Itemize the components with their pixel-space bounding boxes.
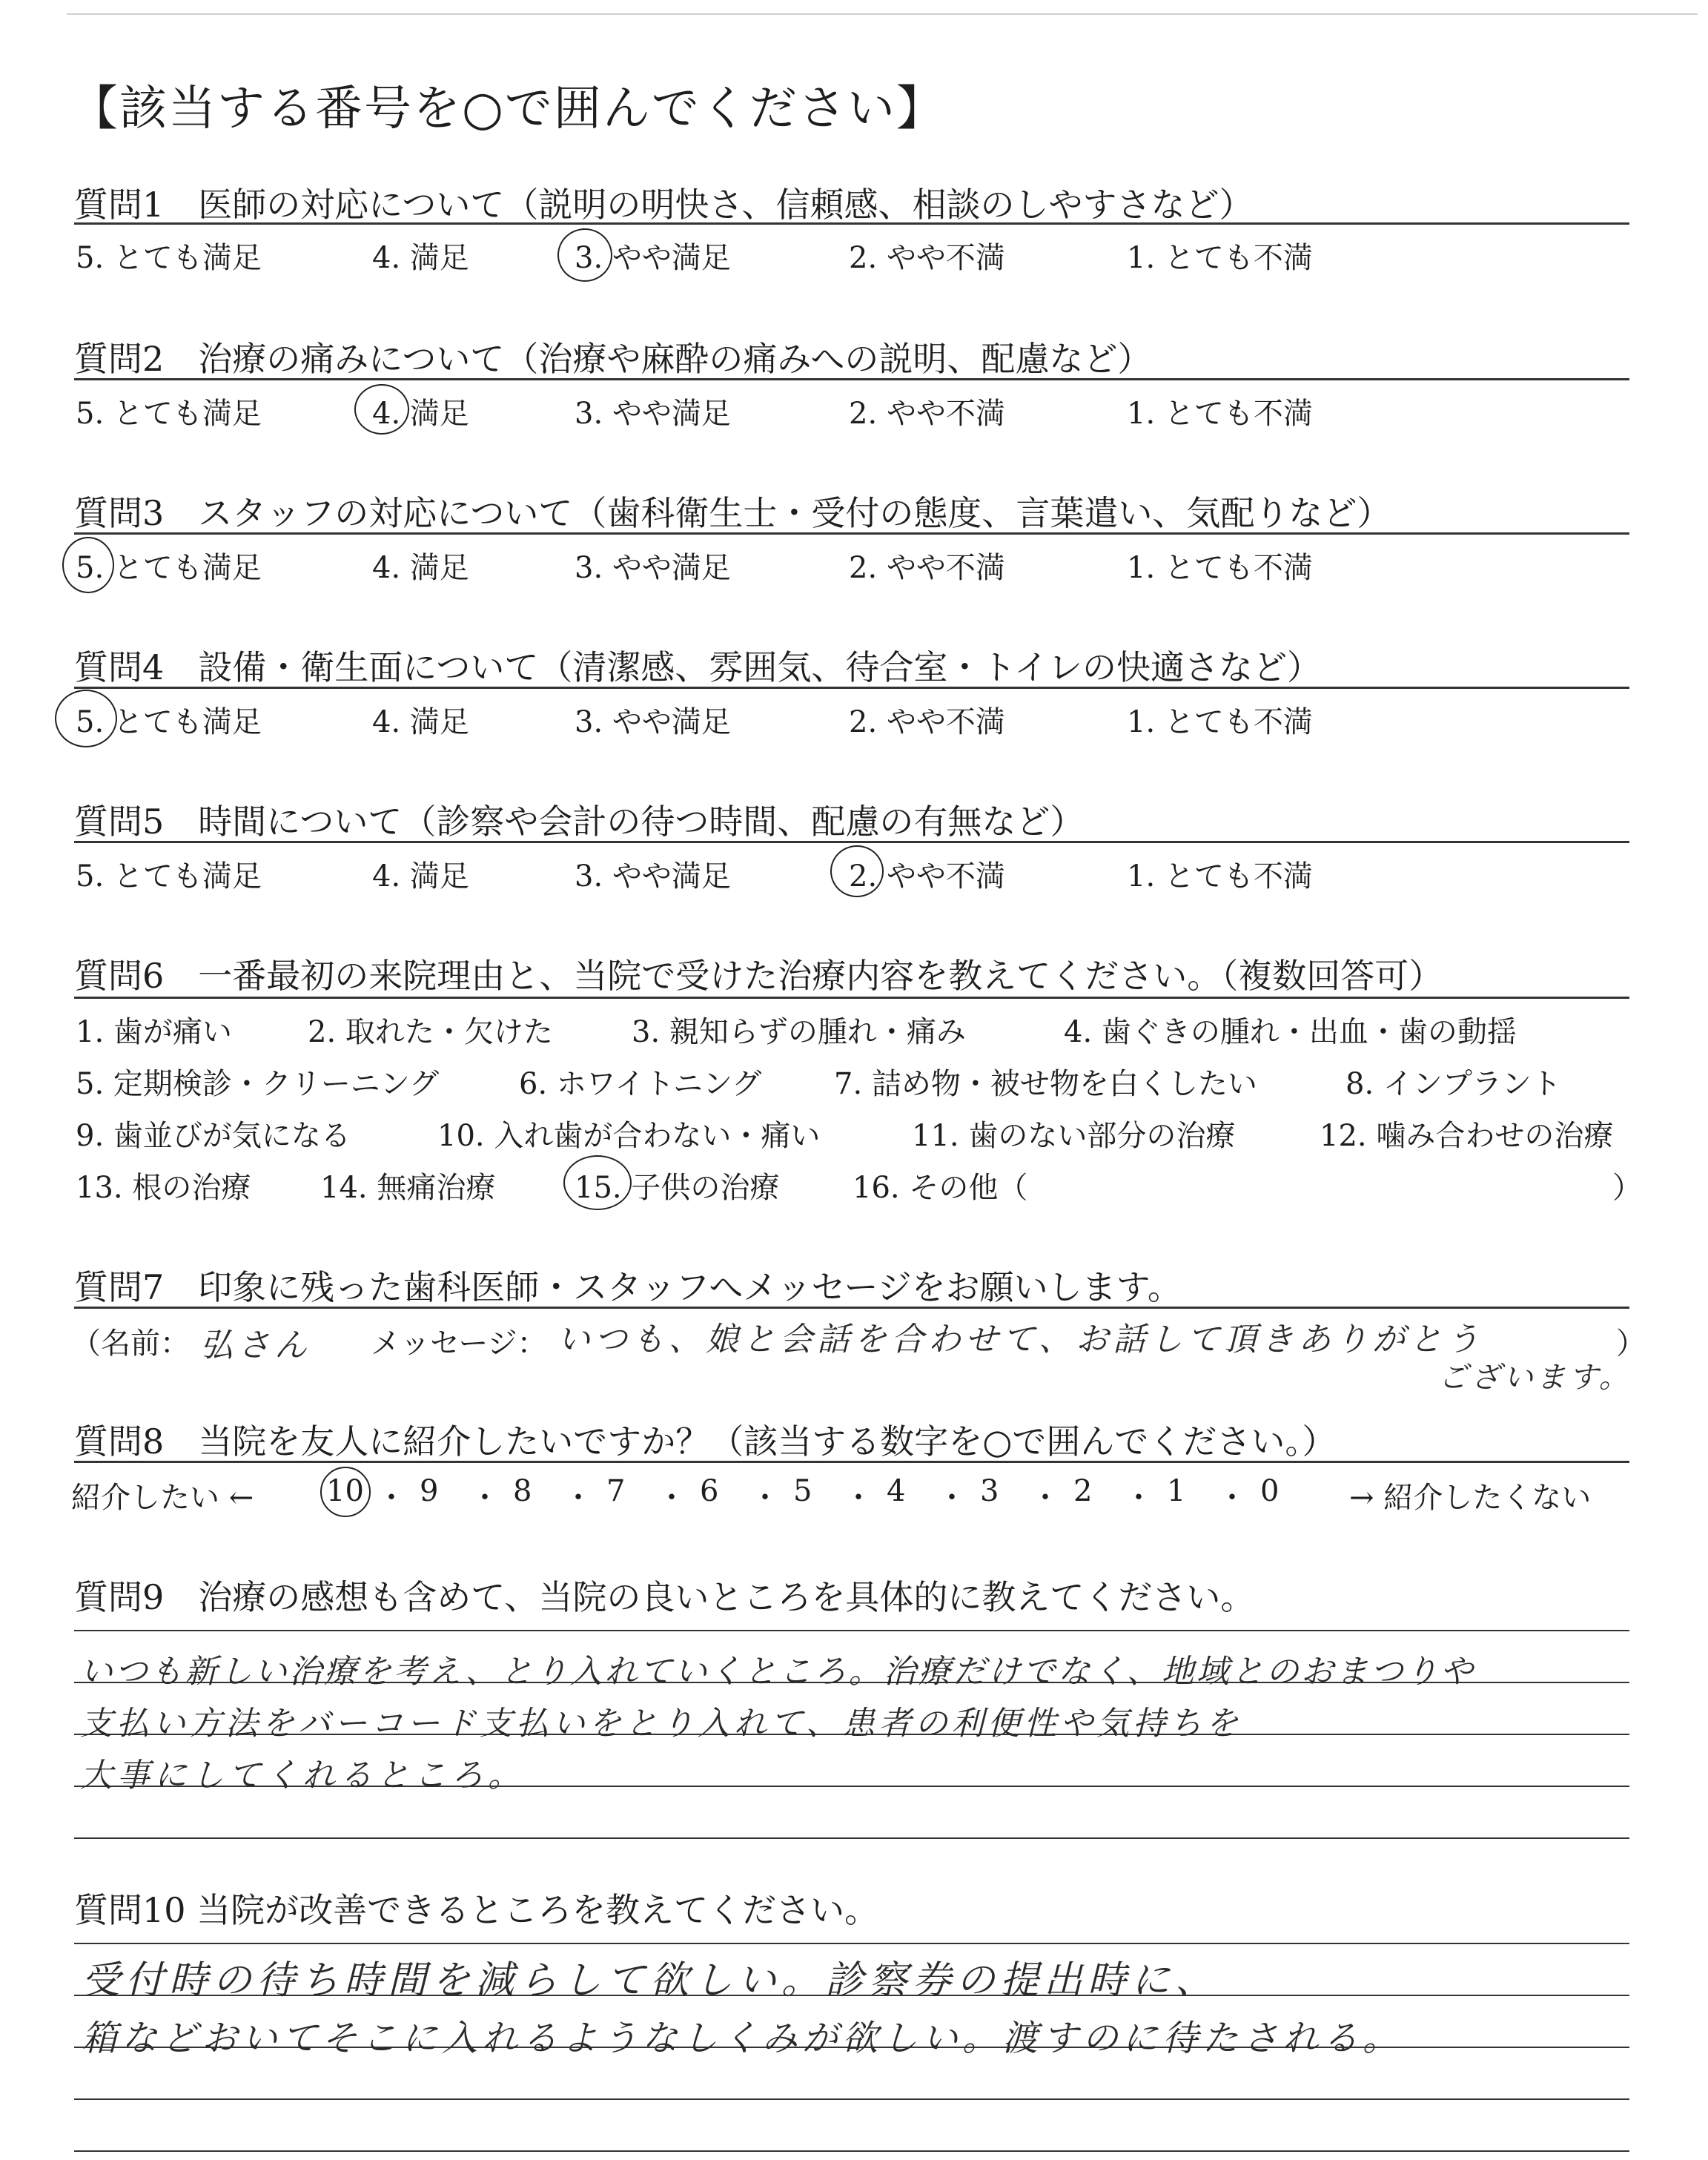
q8-selection-circle <box>320 1467 371 1517</box>
q2-option-1[interactable]: 1. とても不満 <box>1127 397 1313 431</box>
q6-option-9[interactable]: 9. 歯並びが気になる <box>76 1119 351 1153</box>
q2-heading: 質問2 治療の痛みについて（治療や麻酔の痛みへの説明、配慮など） <box>74 339 1152 379</box>
q8-left-label: 紹介したい ← <box>71 1481 254 1515</box>
q8-right-label: → 紹介したくない <box>1349 1481 1592 1515</box>
q7-message-line2: ございます。 <box>1438 1361 1632 1395</box>
q8-scale-6[interactable]: 6 <box>700 1474 719 1508</box>
q1-rule <box>74 222 1629 225</box>
q4-rule <box>74 687 1629 689</box>
q3-heading: 質問3 スタッフの対応について（歯科衛生士・受付の態度、言葉遣い、気配りなど） <box>74 493 1391 533</box>
q6-option-16[interactable]: 16. その他（ <box>853 1171 1028 1205</box>
q10-answer-line-2: 箱などおいてそこに入れるようなしくみが欲しい。渡すのに待たされる。 <box>82 2018 1403 2059</box>
q10-writing-line-4 <box>74 2098 1629 2100</box>
q8-scale-separator: ・ <box>657 1481 686 1515</box>
q1-option-2[interactable]: 2. やや不満 <box>849 241 1005 275</box>
q7-name-label: （名前： <box>71 1327 190 1361</box>
q1-option-5[interactable]: 5. とても満足 <box>76 241 262 275</box>
q7-name-value: 弘さん <box>200 1327 311 1364</box>
q10-writing-line-5 <box>74 2150 1629 2152</box>
q4-option-4[interactable]: 4. 満足 <box>372 705 469 739</box>
q4-selection-circle <box>55 690 117 747</box>
q6-option-8[interactable]: 8. インプラント <box>1345 1067 1561 1101</box>
q5-option-2[interactable]: 2. やや不満 <box>849 859 1005 894</box>
q9-writing-line-1 <box>74 1630 1629 1631</box>
q7-close: ） <box>1616 1327 1646 1361</box>
q6-option-4[interactable]: 4. 歯ぐきの腫れ・出血・歯の動揺 <box>1064 1015 1517 1049</box>
q3-option-1[interactable]: 1. とても不満 <box>1127 551 1313 585</box>
q6-heading: 質問6 一番最初の来院理由と、当院で受けた治療内容を教えてください。（複数回答可） <box>74 956 1443 996</box>
q8-scale-separator: ・ <box>937 1481 967 1515</box>
q8-scale-separator: ・ <box>844 1481 873 1515</box>
q8-scale-3[interactable]: 3 <box>980 1474 999 1508</box>
q8-scale-separator: ・ <box>1124 1481 1153 1515</box>
q6-option-11[interactable]: 11. 歯のない部分の治療 <box>912 1119 1236 1153</box>
q9-answer-line-2: 支払い方法をバーコード支払いをとり入れて、患者の利便性や気持ちを <box>80 1705 1242 1743</box>
q1-option-3[interactable]: 3. やや満足 <box>575 241 731 275</box>
q8-scale-separator: ・ <box>1217 1481 1247 1515</box>
q2-selection-circle <box>354 384 409 435</box>
q5-selection-circle <box>830 845 884 897</box>
q8-scale-7[interactable]: 7 <box>606 1474 626 1508</box>
q2-option-2[interactable]: 2. やや不満 <box>849 397 1005 431</box>
q6-option-7[interactable]: 7. 詰め物・被せ物を白くしたい <box>834 1067 1257 1101</box>
page-title: 【該当する番号を○で囲んでください】 <box>70 82 945 136</box>
q8-scale-10[interactable]: 10 <box>326 1474 364 1508</box>
q2-option-3[interactable]: 3. やや満足 <box>575 397 731 431</box>
q9-heading: 質問9 治療の感想も含めて、当院の良いところを具体的に教えてください。 <box>74 1577 1255 1617</box>
q1-heading: 質問1 医師の対応について（説明の明快さ、信頼感、相談のしやすさなど） <box>74 185 1254 225</box>
q8-scale-separator: ・ <box>750 1481 780 1515</box>
q3-option-5[interactable]: 5. とても満足 <box>76 551 262 585</box>
q3-option-3[interactable]: 3. やや満足 <box>575 551 731 585</box>
q6-selection-circle <box>563 1155 632 1210</box>
q6-option-15[interactable]: 15. 子供の治療 <box>575 1171 780 1205</box>
q10-heading: 質問10 当院が改善できるところを教えてください。 <box>74 1890 879 1930</box>
q9-writing-line-5 <box>74 1837 1629 1839</box>
top-border <box>67 13 1698 15</box>
q8-scale-separator: ・ <box>1030 1481 1060 1515</box>
q8-scale-9[interactable]: 9 <box>420 1474 439 1508</box>
q7-message-label: メッセージ： <box>371 1327 547 1361</box>
q8-scale-5[interactable]: 5 <box>793 1474 812 1508</box>
q4-option-1[interactable]: 1. とても不満 <box>1127 705 1313 739</box>
q3-option-4[interactable]: 4. 満足 <box>372 551 469 585</box>
q5-option-3[interactable]: 3. やや満足 <box>575 859 731 894</box>
q2-option-4[interactable]: 4. 満足 <box>372 397 469 431</box>
q1-selection-circle <box>557 228 612 282</box>
q1-option-1[interactable]: 1. とても不満 <box>1127 241 1313 275</box>
q6-rule <box>74 997 1629 999</box>
q6-option-10[interactable]: 10. 入れ歯が合わない・痛い <box>437 1119 821 1153</box>
q5-rule <box>74 841 1629 843</box>
q10-writing-line-1 <box>74 1943 1629 1944</box>
q8-scale-2[interactable]: 2 <box>1073 1474 1093 1508</box>
q6-option-1[interactable]: 1. 歯が痛い <box>76 1015 232 1049</box>
q10-answer-line-1: 受付時の待ち時間を減らして欲しい。診察券の提出時に、 <box>82 1958 1219 2003</box>
q7-message-line1: いつも、娘と会話を合わせて、お話して頂きありがとう <box>557 1321 1484 1358</box>
q5-option-4[interactable]: 4. 満足 <box>372 859 469 894</box>
q6-other-close: ） <box>1612 1171 1642 1205</box>
q8-heading: 質問8 当院を友人に紹介したいですか？（該当する数字を○で囲んでください。） <box>74 1421 1337 1462</box>
q6-option-6[interactable]: 6. ホワイトニング <box>519 1067 762 1101</box>
q3-option-2[interactable]: 2. やや不満 <box>849 551 1005 585</box>
q8-scale-separator: ・ <box>470 1481 500 1515</box>
q8-scale-4[interactable]: 4 <box>887 1474 906 1508</box>
q8-scale-1[interactable]: 1 <box>1167 1474 1186 1508</box>
q4-option-2[interactable]: 2. やや不満 <box>849 705 1005 739</box>
q5-option-1[interactable]: 1. とても不満 <box>1127 859 1313 894</box>
q9-answer-line-3: 大事にしてくれるところ。 <box>80 1757 525 1794</box>
q6-option-13[interactable]: 13. 根の治療 <box>76 1171 251 1205</box>
q6-option-14[interactable]: 14. 無痛治療 <box>320 1171 496 1205</box>
q3-rule <box>74 532 1629 535</box>
q4-option-5[interactable]: 5. とても満足 <box>76 705 262 739</box>
q8-scale-0[interactable]: 0 <box>1260 1474 1280 1508</box>
q8-scale-separator: ・ <box>563 1481 593 1515</box>
q2-option-5[interactable]: 5. とても満足 <box>76 397 262 431</box>
q6-option-3[interactable]: 3. 親知らずの腫れ・痛み <box>632 1015 966 1049</box>
q2-rule <box>74 378 1629 380</box>
q9-answer-line-1: いつも新しい治療を考え、とり入れていくところ。治療だけでなく、地域とのおまつりや <box>80 1653 1475 1691</box>
q8-scale-separator: ・ <box>377 1481 406 1515</box>
q6-option-2[interactable]: 2. 取れた・欠けた <box>308 1015 553 1049</box>
q4-option-3[interactable]: 3. やや満足 <box>575 705 731 739</box>
q1-option-4[interactable]: 4. 満足 <box>372 241 469 275</box>
q5-heading: 質問5 時間について（診察や会計の待つ時間、配慮の有無など） <box>74 802 1085 842</box>
q5-option-5[interactable]: 5. とても満足 <box>76 859 262 894</box>
q8-rule <box>74 1461 1629 1463</box>
q6-option-5[interactable]: 5. 定期検診・クリーニング <box>76 1067 440 1101</box>
q8-scale-8[interactable]: 8 <box>513 1474 532 1508</box>
q7-heading: 質問7 印象に残った歯科医師・スタッフへメッセージをお願いします。 <box>74 1267 1182 1307</box>
q6-option-12[interactable]: 12. 噛み合わせの治療 <box>1320 1119 1614 1153</box>
q3-selection-circle <box>62 537 114 593</box>
q4-heading: 質問4 設備・衛生面について（清潔感、雰囲気、待合室・トイレの快適さなど） <box>74 647 1322 687</box>
q7-rule <box>74 1307 1629 1309</box>
